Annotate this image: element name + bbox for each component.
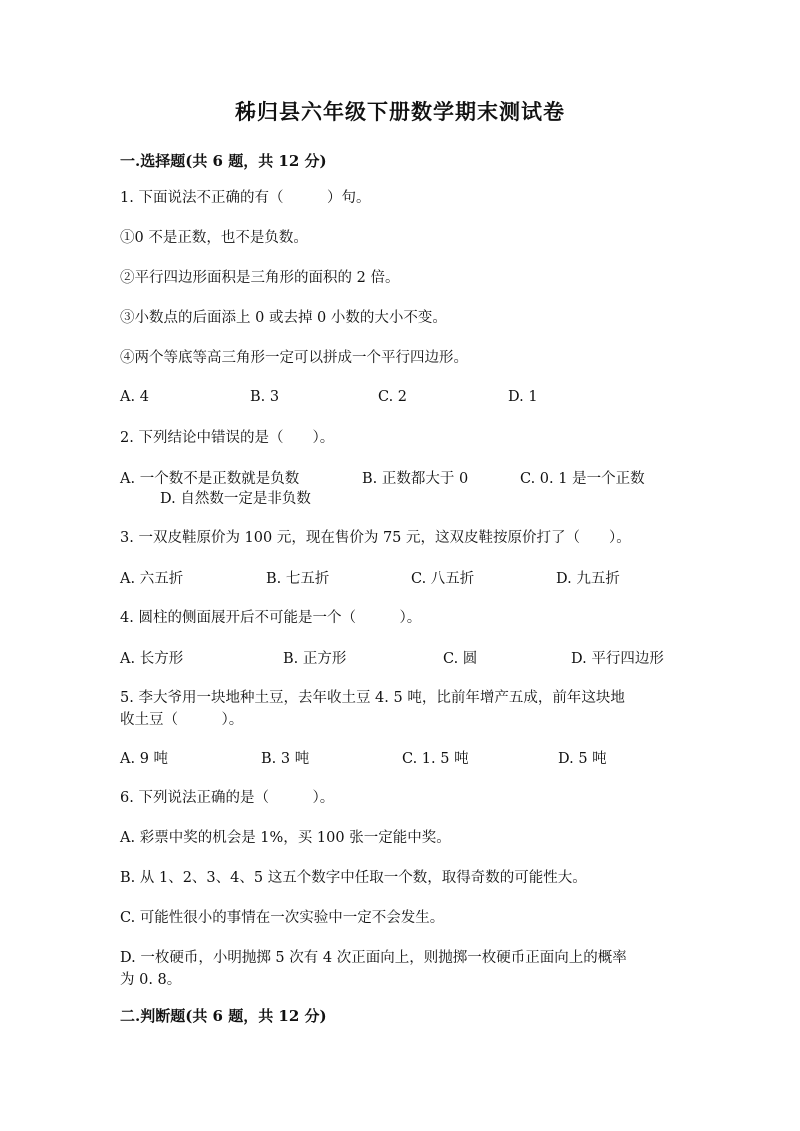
question-6-option-a: A. 彩票中奖的机会是 1%，买 100 张一定能中奖。 xyxy=(120,830,451,846)
question-1-statement-3: ③小数点的后面添上 0 或去掉 0 小数的大小不变。 xyxy=(120,310,447,326)
question-1-statement-2: ②平行四边形面积是三角形的面积的 2 倍。 xyxy=(120,270,400,286)
question-2-option-d: D. 自然数一定是非负数 xyxy=(160,491,311,507)
question-3-stem: 3. 一双皮鞋原价为 100 元，现在售价为 75 元，这双皮鞋按原价打了（ ）。 xyxy=(120,530,631,546)
question-5-stem-line-2: 收土豆（ ）。 xyxy=(120,712,244,728)
question-5-option-c: C. 1. 5 吨 xyxy=(402,751,469,767)
question-6-option-d-line-2: 为 0. 8。 xyxy=(120,972,182,988)
question-3-option-c: C. 八五折 xyxy=(411,571,475,587)
question-2-stem: 2. 下列结论中错误的是（ ）。 xyxy=(120,430,335,446)
section-heading-judgement: 二.判断题(共 6 题，共 12 分) xyxy=(120,1007,327,1025)
question-5-stem-line-1: 5. 李大爷用一块地种土豆，去年收土豆 4. 5 吨，比前年增产五成，前年这块地 xyxy=(120,690,625,706)
question-1-option-a: A. 4 xyxy=(120,389,149,405)
question-3-option-a: A. 六五折 xyxy=(120,571,184,587)
question-4-option-a: A. 长方形 xyxy=(120,651,184,667)
question-1-stem: 1. 下面说法不正确的有（ ）句。 xyxy=(120,190,371,206)
question-1-option-b: B. 3 xyxy=(250,389,280,405)
question-1-statement-4: ④两个等底等高三角形一定可以拼成一个平行四边形。 xyxy=(120,350,468,366)
question-4-option-b: B. 正方形 xyxy=(283,651,347,667)
question-6-stem: 6. 下列说法正确的是（ ）。 xyxy=(120,790,335,806)
page-title: 秭归县六年级下册数学期末测试卷 xyxy=(235,99,565,124)
question-6-option-c: C. 可能性很小的事情在一次实验中一定不会发生。 xyxy=(120,910,445,926)
question-1-option-d: D. 1 xyxy=(508,389,538,405)
question-1-option-c: C. 2 xyxy=(378,389,408,405)
section-heading-choice: 一.选择题(共 6 题，共 12 分) xyxy=(120,152,327,170)
question-5-option-b: B. 3 吨 xyxy=(261,751,310,767)
question-2-option-c: C. 0. 1 是一个正数 xyxy=(520,471,645,487)
question-4-option-d: D. 平行四边形 xyxy=(571,651,664,667)
question-6-option-d-line-1: D. 一枚硬币，小明抛掷 5 次有 4 次正面向上，则抛掷一枚硬币正面向上的概率 xyxy=(120,950,627,966)
question-3-option-b: B. 七五折 xyxy=(266,571,330,587)
question-2-option-b: B. 正数都大于 0 xyxy=(362,471,469,487)
question-5-option-a: A. 9 吨 xyxy=(120,751,169,767)
question-6-option-b: B. 从 1、2、3、4、5 这五个数字中任取一个数，取得奇数的可能性大。 xyxy=(120,870,587,886)
question-1-statement-1: ①0 不是正数，也不是负数。 xyxy=(120,230,308,246)
question-4-stem: 4. 圆柱的侧面展开后不可能是一个（ ）。 xyxy=(120,610,422,626)
question-5-option-d: D. 5 吨 xyxy=(558,751,607,767)
question-4-option-c: C. 圆 xyxy=(443,651,478,667)
question-3-option-d: D. 九五折 xyxy=(556,571,620,587)
question-2-option-a: A. 一个数不是正数就是负数 xyxy=(120,471,300,487)
